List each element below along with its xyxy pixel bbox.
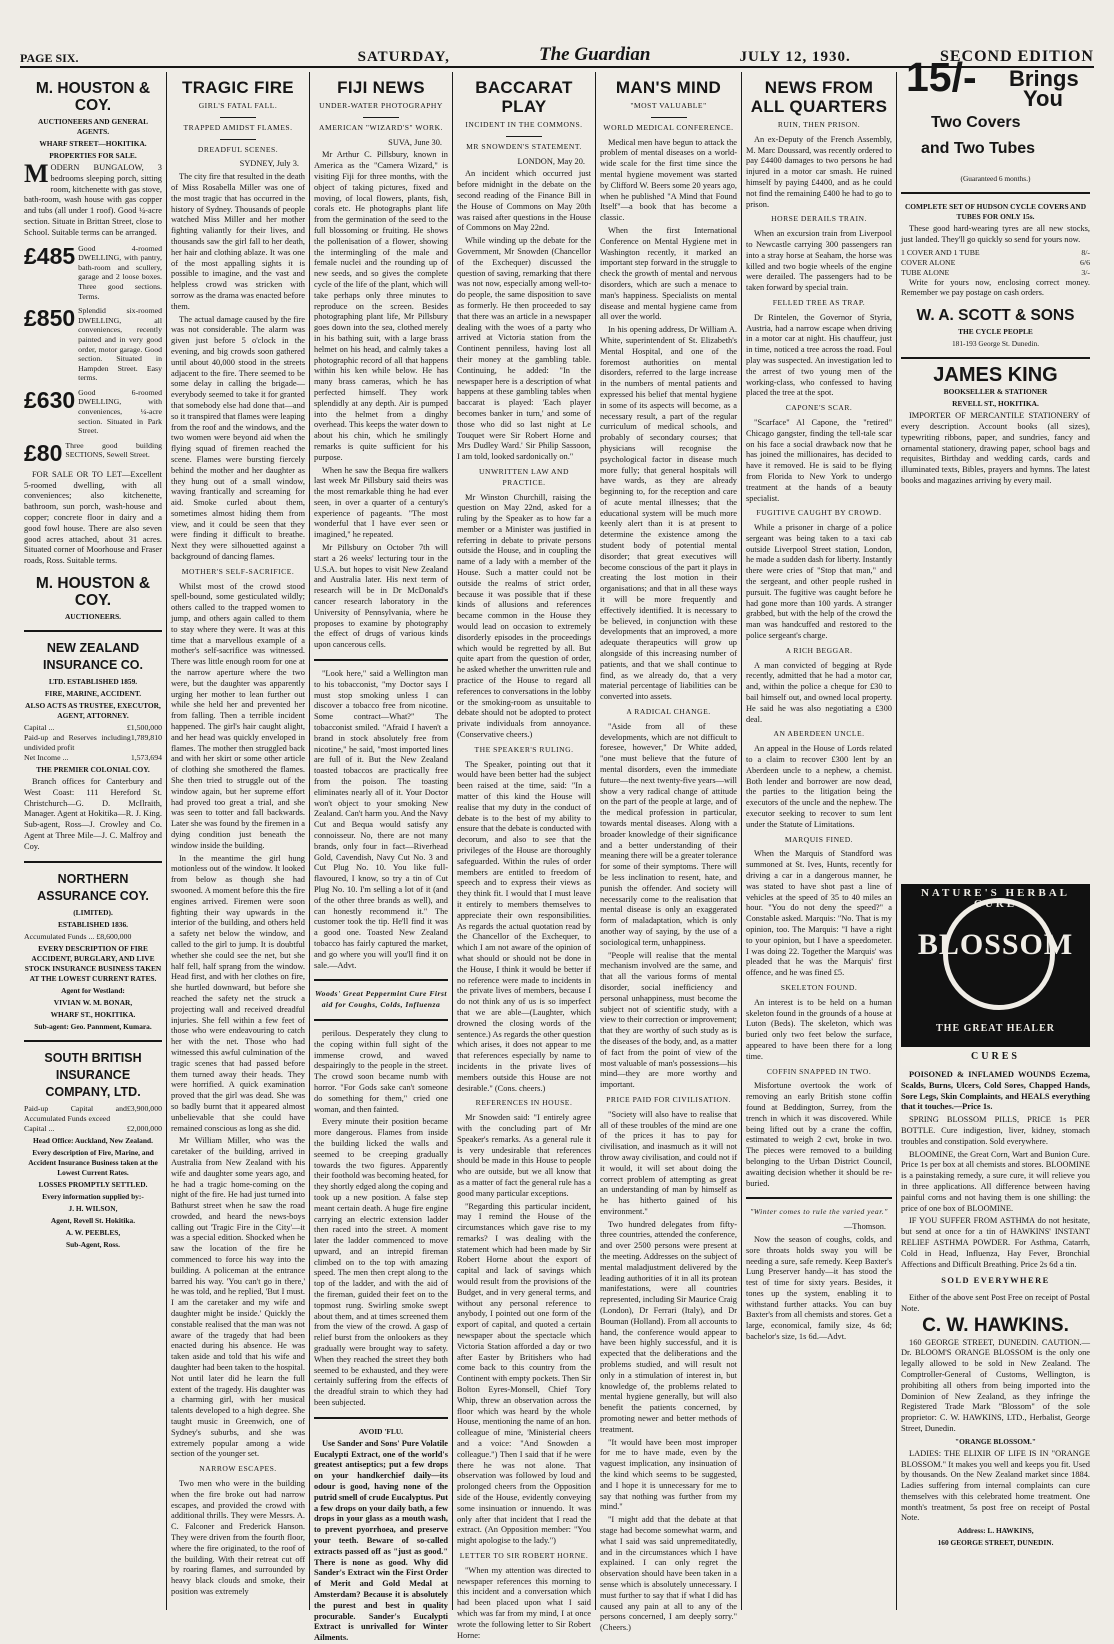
subhead: SKELETON FOUND. <box>780 982 858 992</box>
paragraph: An ex-Deputy of the French Assembly, M. Marc Doussard, was recently ordered to pay £4400 damages to two persons he had injured in a motor car smash. He ruined himself by paying £4400, and as he could not find the remaining £400 he had to go to prison. <box>746 134 892 209</box>
information-supplied: Every information supplied by:- <box>42 1191 144 1201</box>
column-fiji-news <box>309 72 452 1643</box>
paragraph: Mr Snowden said: "I entirely agree with the concluding part of Mr Speaker's remarks. As a general rule it is very undesirable that references should be made in this House to people who are outside, but we all know that as a matter of fact the general rule has a good many particular exceptions. <box>457 1113 591 1198</box>
bloomine-advert: BLOOMINE, the Great Corn, Wart and Bunion Cure. Price 1s per box at all chemists and stores. BLOOMINE is a painstaking remedy, a sure cure, it will relieve you in three applications. All difference between having painful corns and not having them is one shilling: the price of one box of BLOOMINE. <box>901 1149 1090 1213</box>
paragraph: When he saw the Bequa fire walkers last week Mr Pillsbury said theirs was the most remarkable thing he had ever seen, in over a quarter of a century's experience of pageants. "The most wonderful that I have ever seen or imagined," he repeated. <box>314 465 448 540</box>
for-sale-notice: FOR SALE OR TO LET—Excellent 5-roomed dwelling, with all conveniences; also kitchenette, bathroom, sun porch, wash-house and copper; concrete floor in dairy and a good fowl house. There are also seven good acres attached, about 31 acres. Situated corner of Moorhouse and Fraser roads, Ross. Suitable terms. <box>24 469 162 566</box>
capital-row: Paid-up and Reserves including undivided profit 1,789,810 <box>24 733 162 753</box>
capital-row: Net Income ... 1,573,694 <box>24 753 162 763</box>
paragraph: While winding up the debate for the Government, Mr Snowden (Chancellor of the Exchequer) discussed the question of saving, remarking that there was not now, especially among well-to-do people, the same disposition to save as formerly. He then proceeded to say that there was an article in a newspaper dealing with the woes of a party who arrived at Victoria station from the Continent penniless, having lost all their money at the gambling table. Continuing, he added: "In the newspaper here is a description of what happens at these gambling tables when baccarat is played: 'Each player becomes banker in turn,' and some of those who did so last night at Le Touquet were Sir Robert Horne and Mrs Dudley Ward.' Sir Philip Sassoon, I am told, looked sardonically on." <box>457 236 591 462</box>
scott-sub: THE CYCLE PEOPLE <box>958 327 1033 337</box>
seal-word: BLOSSOM <box>917 928 1074 961</box>
paragraph: The city fire that resulted in the death of Miss Rosabella Miller was one of the most tragic that has occurred in the history of Sydney. Thousands of people watched Miss Miller and her mother fighting valiantly for their lives, and thousands saw the girl fall to her death, her hair and clothing ablaze. It was one of the most appalling sights it is possible to imagine, and the vast and helpless crowd was stricken with sorrow as the drama was enacted before them. <box>171 172 305 311</box>
hudson-offer: COMPLETE SET OF HUDSON CYCLE COVERS AND TUBES FOR ONLY 15s. <box>904 202 1087 221</box>
paragraph: In his opening address, Dr William A. White, superintendent of St. Elizabeth's Mental Hospital, and one of the foremost authorities on mental disorders, referred to the large increase in the numbers of mental patients and expressed his belief that mental hygiene in some of its aspects will become, as a necessary result, a part of the regular curriculum of medical schools, and probably of secondary courses; that physicians will recognise the psychological factor in disease much more fully; that general hospitals will have wards, as they are already beginning to, for the reception and care of acute mental illnesses; that the educational system will be much more keenly alert than it is at present to determine the existence among the student body of potential mental disorder; that great executives will become conscious of the part it plays in creating the lost motion in their organisations; and that in all these ways it will be more frequently and effectively identified. It is necessary to be believed, in conjunction with these developments that an improved, a more adequate therapeutics will grow up alongside of this increasing number of patients, and that we shall continue to find, as we already do, that a very material percentage of liabilities can be converted into assets. <box>600 325 737 702</box>
paragraph: "Society will also have to realise that all of these troubles of the mind are one of the prices it has to pay for civilisation, and inasmuch as it will not throw away civilisation, and could not if it would, it will set about doing the correct problem of attempting as great an understanding of man by himself as he has hitherto gained of his environment." <box>600 1109 737 1216</box>
south-british-heading: SOUTH BRITISH INSURANCE COMPANY, LTD. <box>44 1050 142 1099</box>
northern-assurance-agent-label: Agent for Westland: <box>61 985 125 995</box>
paragraph: An interest is to be held on a human skeleton found in the grounds of a house at Luton (Beds). The skeleton, which was buried only two feet below the surface, appeared to have been there for a long time. <box>746 997 892 1061</box>
paragraph: While a prisoner in charge of a police sergeant was being taken to a taxi cab outside Liverpool Street station, London, he made a sudden dash for liberty. Instantly there were cries of "Stop that man," and the sergeant, and other people rushed in pursuit. The fugitive was caught before he had gone more than 100 yards. A stranger grabbed, but with the help of the crowd the man was handcuffed and restored to the police sergeant's charge. <box>746 523 892 641</box>
northern-assurance-desc: EVERY DESCRIPTION OF FIRE ACCIDENT, BURGLARY, AND LIVE STOCK INSURANCE BUSINESS TAKEN AT THE LOWEST CURRENT RATES. <box>24 943 162 983</box>
houston-heading: M. HOUSTON & COY. <box>35 80 151 114</box>
subhead: AN ABERDEEN UNCLE. <box>773 729 865 739</box>
subhead: FUGITIVE CAUGHT BY CROWD. <box>756 508 882 518</box>
orange-blossom-seal <box>901 884 1090 1066</box>
south-british-capital: Capital ... £2,000,000 <box>24 1123 162 1133</box>
edition-label: SECOND EDITION <box>939 48 1094 65</box>
seal-top-text: NATURE'S HERBAL CURE <box>920 887 1070 910</box>
subhead: NARROW ESCAPES. <box>199 1464 277 1474</box>
nz-insurance-heading: NEW ZEALAND INSURANCE CO. <box>42 641 143 673</box>
masthead-date: JULY 12, 1930. <box>739 49 851 65</box>
paragraph: "When my attention was directed to newspaper references this morning to this incident and a conversation which had been placed upon what I said which was far from my mind, I at once wrote the following letter to Sir Robert Horne: <box>457 1565 591 1640</box>
paragraph: Two hundred delegates from fifty-three countries, attended the conference, and over 2500 persons were present at the meeting. Addresses on the subject of mental maladjustment delivered by the leading authorities of it in all its protean manifestations, were all countries represented, including Sir Maurice Craig (London), Dr Ferrari (Italy), and Dr Bouman (Holland). From all accounts to hand, the conference would appear to have been highly successful, and it is expected that the deliberations and the problems studied, and will result not only in a stimulation of interest in, but knowledge of, the problems related to mental hygiene generally, but will also benefit the patients concerned, by promoting newer and better methods of treatment. <box>600 1219 737 1434</box>
properties-heading: PROPERTIES FOR SALE. <box>49 151 137 160</box>
listing-3: £80 Three good building SECTIONS, Sewell Street. <box>24 439 162 466</box>
listing-1: £850 Splendid six-roomed DWELLING, all conveniences, recently painted and in very good order, motor garage. Good section. Situated in Hampden Street. Easy terms. <box>24 305 162 383</box>
subhead: CAPONE'S SCAR. <box>785 403 853 413</box>
price-row: 1 COVER AND 1 TUBE 8/- <box>901 247 1090 257</box>
article-title-mans-mind: MAN'S MIND <box>615 78 722 97</box>
northern-assurance-heading: NORTHERN ASSURANCE COY. <box>37 871 149 903</box>
avoid-flu-heading: AVOID 'FLU. <box>358 1426 404 1436</box>
advert-two-tubes: and Two Tubes <box>921 140 1036 157</box>
paragraph: In the meantime the girl hung motionless out of the window. It looked from below as though she had swooned. A moment before this the fire engines arrived. Firemen were soon fighting their way upwards in the interior of the building, and others held a safety net below the window, and called to the girl to jump. It is doubtful whether she could see the net, but she half fell, half sprang from the window. Head first, and with her clothes on fire, she hurtled downward, but before she reached the safety net the struck a projecting wall and received dreadful injuries. She fell within a few feet of those who were endeavouring to catch her with the net. Those who had witnessed this awful culmination of the tragic scenes that had passed before them turned away their heads. They were horrified. A quick examination proved that the girl was dead. She was so badly burnt that it appeared almost unbelievable that she could have remained conscious as long as she did. <box>171 853 305 1133</box>
houston-address: WHARF STREET—HOKITIKA. <box>39 139 147 148</box>
subhead: THE SPEAKER'S RULING. <box>474 744 574 754</box>
subhead: AMERICAN "WIZARD'S" WORK. <box>319 122 443 132</box>
paragraph: Medical men have begun to attack the problem of mental diseases on a world-wide scale for the first time since the mental hygiene movement was started by Clifford W. Beers some 20 years ago, when he published "A Mind that Found Itself"—a book that has become a classic. <box>600 137 737 223</box>
paragraph: The actual damage caused by the fire was not considerable. The alarm was given just before 5 o'clock in the evening, and big crowds soon gathered until about 40,000 stood in the streets adjacent to the fire. There seemed to be some delay in calling the brigade—everybody seemed to take it for granted that somebody else had done that—and so it transpired that flames were leaping from the roof and the windows, and the two women were beyond aid when the flying squad of firemen reached the scene. Flames were bursting fiercely behind the mother and her daughter as they hung out of a small window, waving frantically and screaming for aid. Smoke curled about them, sometimes almost hiding them from view, and it could be seen that they were finding it difficult to breathe. Next they were silhouetted against a background of dancing flames. <box>171 314 305 562</box>
eucalypti-advert: Use Sander and Sons' Pure Volatile Eucalypti Extract, one of the world's greatest antiseptics; put a few drops on your handkerchief daily—its odour is good, having none of the putrid smell of crude Eucalyptus. Put a few drops on your daily bath, a few drops in your glass as a mouth wash, to prevent pyorrhoea, and preserve your teeth. Beware of so-called extracts passed off as "just as good." There is none as good. Why did Sander's Extract win the First Order of Merit and Gold Medal at Amsterdam? Because it is absolutely the purest and best in quality procurable. Sander's Eucalypti Extract is unrivalled for Winter Ailments. <box>314 1438 449 1643</box>
paragraph: "People will realise that the mental mechanism involved are the same, and that all the various forms of mental disorder, social inefficiency and personal unhappiness, must become the subject not of scientific study, with a view to their correction or improvement; that they are worthy of such study as is the diseases of the body, and, as a matter of fact from the point of view of the most valuable of man's possessions—his mind—they are more worthy and important. <box>600 950 737 1090</box>
subhead: UNDER-WATER PHOTOGRAPHY <box>319 101 443 110</box>
paragraph: A man convicted of begging at Ryde recently, admitted that he had a motor car, and, within the police a cheque for £30 to bail himself out, and owned local property. He said he was also negotiating a £300 deal. <box>746 660 892 724</box>
paragraph: "Scarface" Al Capone, the "retired" Chicago gangster, finding the tell-tale scar on his face a social drawback now that he has joined the millionaires, has decided to have it removed. He is said to be flying from Florida to New York to undergo treatment at the hands of a beauty specialist. <box>746 417 892 503</box>
northern-assurance-ltd: (LIMITED). <box>73 907 113 917</box>
baxters-advert: Now the season of coughs, colds, and sore throats holds sway you will be needing a sure, safe remedy. Keep Baxter's Lung Preserver handy—it has stood the test of time for sixty years. Besides, it tones up the system, enabling it to withstand further attacks. You can buy Baxter's from all chemists and stores. Get a large, economical, family size, 4s 6d; bachelor's size, 1s 6d.—Advt. <box>746 1234 892 1342</box>
subhead: REFERENCES IN HOUSE. <box>475 1098 573 1108</box>
hudson-offer-detail: These good hard-wearing tyres are all new stocks, just landed. They'll go quickly so send for yours now. <box>901 224 1090 244</box>
article-title-news: NEWS FROM ALL QUARTERS <box>750 78 888 116</box>
paragraph: "Regarding this particular incident, may I remind the House of the circumstances which gave rise to my remarks? I was dealing with the statement which had been made by Sir Robert Horne about the export of capital and lack of savings which would result from the provisions of the Budget, and in very general terms, and without any personal reference to anybody, I pointed out one form of the export of capital, and quoted a certain newspaper about the spectacle which Victoria Station afforded a day or two after Easter by Britishers who had come back to this country from the Continent with empty pockets. Then Sir Bolton Eyres-Monsell, Chief Tory Whip, threw an observation across the floor which was heard by the whole House, mentioning the name of an hon. colleague of mine, 'Ministerial cheers and a voice: "And Snowden a colleague.") Then I said that if he were there he was not alone. That observation was followed by loud and prolonged cheers from the Opposition side of the House, evidently conveying some insinuation or innuendo. It was only after that incident that I read the extract. (An Opposition member: "You might apologise to the lady.") <box>457 1201 591 1546</box>
subhead: GIRL'S FATAL FALL. <box>198 101 278 110</box>
paragraph: An incident which occurred just before midnight in the debate on the second reading of the Finance Bill in the House of Commons on May 20th was raised after questions in the House of Commons on May 22nd. <box>457 169 591 233</box>
column-news-from-all-quarters <box>741 72 896 1610</box>
nz-insurance-lines: FIRE, MARINE, ACCIDENT. <box>44 689 142 699</box>
paragraph: Two men who were in the building when the fire broke out had narrow escapes, and provided the crowd with additional thrills. They were Messrs. A. C. Falconer and Frederick Hanson. They were driven from the fourth floor, where the fire originated, to the roof of the building. With their retreat cut off by roaring flames, and surrounded by heavy black clouds and smoke, their position was extremely <box>171 1479 305 1596</box>
price-row: COVER ALONE 6/6 <box>901 257 1090 267</box>
subhead: FELLED TREE AS TRAP. <box>772 297 866 307</box>
write-note: Write for yours now, enclosing correct money. Remember we pay postage on cash orders. <box>901 277 1090 298</box>
winter-quote: "Winter comes to rule the varied year." <box>750 1207 888 1217</box>
listing-0: £485 Good 4-roomed DWELLING, with pantry, bath-room and scullery, garage and 2 loose boxes. Three good sections. Terms. <box>24 242 162 301</box>
dateline: SYDNEY, July 3. <box>239 159 299 169</box>
article-title-fiji-news: FIJI NEWS <box>337 78 425 97</box>
subhead: TRAPPED AMIDST FLAMES. <box>183 122 293 132</box>
paragraph: Mr Pillsbury on October 7th will start a 26 weeks' lecturing tour in the U.S.A. but hopes to visit New Zealand and Australia later. His next term of research will be in Dr McDonald's cancer research laboratory in the University of Pennsylvania, where he proposes to examine by photography the effect of drugs of various kinds upon cancerous cells. <box>314 543 448 650</box>
subhead: WORLD MEDICAL CONFERENCE. <box>603 122 734 132</box>
capital-row: Capital ... £1,500,000 <box>24 723 162 733</box>
tobacco-advert: "Look here," said a Wellington man to his tobacconist, "my Doctor says I must stop smoking unless I can discover a tobacco free from nicotine. Some contract—What?" The tobacconist smiled. "Afraid I haven't a brand in stock absolutely free from nicotine," he said, "most imported lines are full of it. But the New Zealand toasted tobaccos are practically free from the poison. The toasting eliminates nearly all of it. Your Doctor won't object to your smoking New Zealand. Can't harm you. And the Navy Cut and Bequa would satisfy any connoisseur. No, there are not many brands, only four in fact—Riverhead Gold, Cavendish, Navy Cut No. 3 and Cut Plug No. 10. You like full-flavoured, I know, so try a tin of Cut Plug No. 10. I'm selling a lot of it (and of the other three brands as well), and can honestly recommend it." The customer took the tip. He'll find it was a good one. Toasted New Zealand tobacco has fairly captured the market, and go where you will you'll find it on sale.—Advt. <box>314 669 448 970</box>
subhead: "MOST VALUABLE" <box>630 101 707 110</box>
listing-2: £630 Good 6-roomed DWELLING, with conveniences, ¼-acre section. Situated in Park Street. <box>24 386 162 436</box>
northern-assurance-est: ESTABLISHED 1836. <box>57 919 129 929</box>
spring-blossom-pills: SPRING BLOSSOM PILLS, PRICE 1s PER BOTTLE. Cure indigestion, liver, kidney, stomach troubles and constipation. Sold everywhere. <box>901 1115 1090 1146</box>
dateline: LONDON, May 20. <box>517 156 585 166</box>
poisoned-wounds: POISONED & INFLAMED WOUNDS Eczema, Scalds, Burns, Ulcers, Cold Sores, Chapped Hands, Sore Legs, Skin Complaints, and HEALS everything that it touches.—Price 1s. <box>901 1070 1090 1112</box>
accumulated-funds: Accumulated Funds ... £8,600,000 <box>24 931 132 941</box>
paragraph: The Speaker, pointing out that it would have been better had the subject been raised at the time, said: "In a matter of this kind the House will realise that my duty in the conduct of debate is to the best of my ability to ensure that the debate is conducted with decorum, and also to see that the privileges of the House are thoroughly safeguarded. Within the rules of order members are entitled to freedom of speech and to express their views as they think fit. I would that I must leave it entirely to members themselves to appreciate their own responsibilities. As regards the actual quotation read by the Chancellor of the Exchequer, to which I am not aware of the opinion of what should or should not be done in the House, I think it would be better if no reference were made to incidents in the private lives of members, because I do not think any of us is so imperfect that we are able—(Laughter, which drowned the closing words of the sentence.) As regards the other question which arises, it does not appear to me that references especially by name to incidents in the private lives of members outside this House are not desirable." (Cons. cheers.) <box>457 759 591 1093</box>
subhead: LETTER TO SIR ROBERT HORNE. <box>459 1551 589 1560</box>
article-title-baccarat: BACCARAT PLAY <box>475 78 573 116</box>
northern-assurance-subagent: Sub-agent: Geo. Pannment, Kumara. <box>34 1021 152 1031</box>
post-free-note: Either of the above sent Post Free on receipt of Postal Note. <box>901 1293 1090 1313</box>
page-number: PAGE SIX. <box>20 51 79 65</box>
subhead: MR SNOWDEN'S STATEMENT. <box>466 141 582 151</box>
northern-assurance-agent: VIVIAN W. M. BONAR, <box>53 997 133 1007</box>
paragraph: An appeal in the House of Lords related to a claim to recover £300 lent by an Aberdeen uncle to a nephew, a chemist. Both lender and borrower are now dead, the parties to the litigation being the executors of the uncle and the nephew. The executor seeking to recover to sum lent under the Statute of Limitations. <box>746 744 892 829</box>
houston-role-2: AUCTIONEERS. <box>64 612 122 622</box>
agent-wilson-address: Agent, Revell St. Hokitika. <box>50 1215 136 1225</box>
scott-address: 181-193 George St. Dunedin. <box>951 339 1040 349</box>
advert-price: 15/- <box>906 54 977 100</box>
dateline: SUVA, June 30. <box>388 137 442 147</box>
paragraph: Dr Rintelen, the Governor of Styria, Austria, had a narrow escape when driving in a motor car at night. His chauffeur, just in time, noticed a tree across the road. Foul play was suspected. An investigation led to the arrest of two young men of the working-class, who confessed to having placed the tree at the spot. <box>746 312 892 398</box>
paragraph: "Aside from all of these developments, which are not difficult to foresee, however," Dr White added, "one must believe that the future of mental disorders, even the immediate future—the next twenty-five years—will show a very radical change of attitude on the part of the people at large, and of the medical profession in particular, towards mental diseases. Along with a broader knowledge of their significance and a better understanding of their meaning there will be a greater tolerance for some of their symptoms. There will be less inclination to resent, hate, and punish the offender. And society will necessarily come to the realisation that mental disease is only an exaggerated form of maladaptation, which is only another way of saying, by the use of a sociological term, unhappiness. <box>600 721 737 947</box>
losses-settled: LOSSES PROMPTLY SETTLED. <box>38 1179 148 1189</box>
seal-bottom-text: THE GREAT HEALER <box>936 1023 1055 1034</box>
subhead: A RADICAL CHANGE. <box>626 707 711 717</box>
houston-heading-2: M. HOUSTON & COY. <box>35 575 151 610</box>
subhead: MOTHER'S SELF-SACRIFICE. <box>181 566 295 576</box>
south-british-office: Head Office: Auckland, New Zealand. <box>33 1135 153 1145</box>
cures-label: CURES <box>901 1047 1090 1066</box>
king-heading: JAMES KING <box>933 364 1058 387</box>
price-row: TUBE ALONE 3/- <box>901 267 1090 277</box>
paragraph: When an excursion train from Liverpool to Newcastle carrying 300 passengers ran into a stray horse at Seaham, the horse was killed and two bogie wheels of the engine were derailed. The passengers had to be taken forward by special train. <box>746 229 892 293</box>
paragraph: perilous. Desperately they clung to the coping within full sight of the immense crowd, and waved despairingly to the people in the street. The crowd soon became numb with horror. "For Gods sake can't someone do something for them," cried one woman, and then fainted. <box>314 1028 448 1114</box>
south-british-desc: Every description of Fire, Marine, and Accident Insurance Business taken at the Lowest Current Rates. <box>28 1147 158 1177</box>
subhead: PRICE PAID FOR CIVILISATION. <box>606 1094 731 1104</box>
advert-you: You <box>1023 86 1063 111</box>
paragraph: Mr William Miller, who was the caretaker of the building, arrived in Australia from New Zealand with his wife and daughter some years ago, and he had a tragic home-coming on the night of the fire. He had just turned into Bathurst street when he saw the road crowded, and heard the news-boys calling out 'Tragic Fire in the City'—it was a special edition. Shocked when he saw the location of the fire he commenced to force his way into the building. A policeman at the entrance barred his way. 'You can't go in there,' he was told, and he replied, 'But I must. I am the caretaker and my wife and daughter might be inside.' Quickly the constable realised that the man was not aware of the tragedy that had been enacted during his absence. He was taken aside and told that his wife and daughter had been taken to the hospital. Not until later did he learn the full extent of the tragedy. His daughter was a charming girl, with her musical talents developed to a high degree. She taught music in Greenwich, one of Sydney's suburbs, and she was extremely popular among a wide section of the younger set. <box>171 1136 305 1459</box>
paragraph: Whilst most of the crowd stood spell-bound, some gesticulated wildly; others called to the trapped women to jump, and others again called to them to stay where they were. It was at this time that a marvellous example of a mother's self-sacrifice was witnessed. There was little enough room for one at the narrow aperture where the two were, but the daughter was apparently urging her mother to lean further out while she held her and prevented her from falling. Then a terrible incident happened. The girl's hair caught alight, and her head was quickly enveloped in flames. The mother then struggled back and with her skirt or some other article of clothing she smothered the flames. She then tried to struggle out of the window again, but her supreme effort had proved too great a trial, and she was seen to totter and fall backwards. Later she was found by the firemen in a dying condition just beneath the window inside the building. <box>171 581 305 850</box>
king-sub: BOOKSELLER & STATIONER <box>943 387 1048 397</box>
column-advertisements-left <box>20 72 166 1610</box>
northern-assurance-agent-address: WHARF ST., HOKITIKA. <box>50 1009 136 1019</box>
king-address: REVELL ST., HOKITIKA. <box>952 399 1039 409</box>
column-mans-mind <box>595 72 741 1633</box>
paragraph: Every minute their position became more dangerous. Flames from inside the building licked the walls and seemed to be creeping gradually towards the two figures. Apparently their foothold was becoming heated, for they shortly edged along the coping and took up a new position. A false step meant certain death. A huge fire engine carrying an electric extension ladder then raced into the street. A moment later the ladder commenced to move upward, and an intrepid fireman climbed on to the top with amazing speed. The men then crept along to the top of the ladder, and with the aid of the fireman, guided their feet on to the topmost rung. Swirling smoke swept about them, and at times screened them from the view of the crowd. A gasp of relief burst from the onlookers as they gradually were brought way to safety. When they reached the street they both seemed to be exhausted, and they were certainly suffering from the effects of the dreadful strain to which they had been subjected. <box>314 1117 448 1408</box>
subhead: UNWRITTEN LAW AND PRACTICE. <box>478 466 569 487</box>
sold-everywhere: SOLD EVERYWHERE <box>941 1276 1050 1286</box>
paragraph: Misfortune overtook the work of removing an early British stone coffin found at Beddington, Surrey, from the trench in which it was discovered. While being lifted out by a crane the coffin, estimated to weigh 2 cwt, broke in two. The pieces were removed to a building belonging to the Urban District Council, awaiting decision whether it should be re-buried. <box>746 1081 892 1188</box>
paragraph: "I might add that the debate at that stage had become somewhat warm, and what I said was said unpremeditatedly, and in the circumstances which I have explained. I can only regret the observation should have been taken in a sense which is absolutely unnecessary. I must further to say that if what I did has caused any pain at all to any of the persons concerned, I am deeply sorry." (Cheers.) <box>600 1515 737 1633</box>
subhead: COFFIN SNAPPED IN TWO. <box>766 1066 872 1076</box>
newspaper-name: The Guardian <box>539 44 651 65</box>
woods-advert: Woods' Great Peppermint Cure First aid for Coughs, Colds, Influenza <box>314 989 448 1010</box>
paragraph: "It would have been most improper for me to have made, even by the vaguest implication, any insinuation of the kind which seems to be suggested, and I hope it is unnecessary for me to say that nothing was further from my mind." <box>600 1437 737 1512</box>
bungalow-listing: MODERN BUNGALOW, 3 bedrooms sleeping porch, sitting room, kitchenette with gas stove, bath-room, wash house with gas copper and tubs (all under 1 roof). Good ¼-acre section. Situate in Brittan Street, close to School. Suitable terms can be arranged. <box>24 159 162 237</box>
subhead: A RICH BEGGAR. <box>785 645 853 655</box>
winter-quote-author: —Thomson. <box>843 1222 886 1232</box>
subhead: HORSE DERAILS TRAIN. <box>771 214 867 224</box>
hawkins-address: Address: L. HAWKINS, <box>957 1526 1034 1536</box>
agent-wilson: J. H. WILSON, <box>68 1203 118 1213</box>
subhead: INCIDENT IN THE COMMONS. <box>465 120 583 129</box>
paragraph: When the Marquis of Standford was summoned at St. Ives, Hunts, recently for driving a car in a dangerous manner, he was stated to have shot past a line of vehicles at the speed of 35 to 40 miles an hour. "You do not deny the speed?" a Constable asked. Marquis: "No. That is my opinion, too. The Marquis: "I have a right to your opinion, but I have a speedometer. I was doing 22. Together the Marquis' was pleaded that he was the Marquis' first offence, and he was fined £5. <box>746 849 892 978</box>
south-british-funds: Paid-up Capital and Accumulated Funds exceed £3,900,000 <box>24 1103 162 1123</box>
orange-blossom-heading: "ORANGE BLOSSOM." <box>955 1436 1036 1446</box>
agent-peebles: A. W. PEEBLES, <box>65 1227 121 1237</box>
branch-offices: Branch offices for Canterbury and West Coast: 111 Hereford St. Christchurch—G. D. McIlraith, Manager. Agent at Hokitika—R. J. King. Sub-agent, Ross—J. Crowley and Co. Agent at Three Mile—J. C. Malfroy and Coy. <box>24 777 162 851</box>
guarantee-note: (Guaranteed 6 months.) <box>960 174 1031 183</box>
hawkins-heading: C. W. HAWKINS. <box>922 1314 1069 1336</box>
advert-two-covers: Two Covers <box>931 114 1021 131</box>
agent-peebles-address: Sub-Agent, Ross. <box>65 1239 120 1249</box>
paragraph: Mr Winston Churchill, raising the question on May 22nd, asked for a ruling by the Speaker as to how far a member or a Minister was justified in referring in debate to private persons outside the House, and in coupling the name of a lady with a member of the House. Such a matter could not be outside the realms of strict order, because it was possible that if these kinds of allusions and references became common in the House they would lead on occasion to extremely disorderly episodes in the proceedings which would be regretted by all. But quite apart from the question of order, he asked whether the unwritten rule and practice of the House to regard all references to conversations in the lobby or the smoking-room as unsuitable to debate should not be adopted to protect private individuals from annoyance. (Conservative cheers.) <box>457 492 591 740</box>
hawkins-caution: 160 GEORGE STREET, DUNEDIN. CAUTION.—Dr. BLOOM'S ORANGE BLOSSOM is the only one legally allowed to be sold in New Zealand. The Comptroller-General of Customs, Wellington, is prohibiting all others from being imported into the Dominion of New Zealand, as they infringe the Registered Trade Mark "Blossom" of the sole proprietor: C. W. HAWKINS, LTD., Herbalist, George Street, Dunedin. <box>901 1337 1090 1433</box>
subhead: MARQUIS FINED. <box>784 834 854 844</box>
subhead: RUIN, THEN PRISON. <box>777 120 861 129</box>
ladies-advert: LADIES: THE ELIXIR OF LIFE IS IN "ORANGE BLOSSOM." It makes you well and keeps you fit. Used by thousands. On the New Zealand market since 1884. Ladies suffering from internal complaints can cure themselves with this celebrated home treatment. One month's treatment, 5s post free on receipt of Postal Note. <box>901 1448 1090 1523</box>
king-text: IMPORTER OF MERCANTILE STATIONERY of every description. Account books (all sizes), typewriting ribbons, paper, and sundries, fancy and ornamental stationery, drawing paper, school bags and requisites, Birthday and wedding cards, cards and illuminated texts, Bibles, prayers and hymns. The latest books and magazines arriving by every mail. <box>901 411 1090 485</box>
column-baccarat-play <box>452 72 595 1640</box>
nz-insurance-est: LTD. ESTABLISHED 1859. <box>48 677 138 687</box>
column-tragic-fire <box>166 72 309 1610</box>
houston-role: AUCTIONEERS AND GENERAL AGENTS. <box>37 117 149 136</box>
asthma-advert: IF YOU SUFFER FROM ASTHMA do not hesitate, but send at once for a tin of HAWKINS' INSTANT RELIEF ASTHMA POWDER. For Asthma, Catarrh, Cold in Head, Influenza, Hay Fever, Bronchial Affections and Difficult Breathing. Price 2s 6d a tin. <box>901 1216 1090 1269</box>
premier-colonial: THE PREMIER COLONIAL COY. <box>36 765 150 775</box>
article-title-tragic-fire: TRAGIC FIRE <box>182 78 294 97</box>
paragraph: When the first International Conference on Mental Hygiene met in Washington recently, it marked an important step forward in the struggle to check the growth of mental and nervous disorders, which are such a menace to man's happiness. Specialists on mental disease and mental hygiene came from all over the world. <box>600 225 737 322</box>
masthead-day: SATURDAY, <box>357 49 450 65</box>
advert-brings: Brings <box>1009 66 1079 91</box>
subhead: DREADFUL SCENES. <box>197 144 279 154</box>
scott-heading: W. A. SCOTT & SONS <box>916 307 1075 325</box>
nz-insurance-acts: ALSO ACTS AS TRUSTEE, EXECUTOR, AGENT, ATTORNEY. <box>25 701 161 721</box>
paragraph: Mr Arthur C. Pillsbury, known in America as the "Camera Wizard," is visiting Fiji for three months, with the object of taking pictures, fixed and moving, of local flowers, plants, fish, corals etc. He photographs plant life from the germination of the seed to the full blossoming or fruiting. He shows the pollenisation of a flower, showing the intermingling of the male and female nuclei and the rounding up of new seeds, and so gives the complete cycle of the life of the plant, which will take perhaps only three minutes to reproduce on the screen. Besides photographing plant life, Mr Pillsbury goes down into the sea, clothed merely in his bathing suit, with a large brass helmet on his head, and calmly takes a photographic record of all that happens within his ken while below. He has many brass cameras, which he has perfected himself. They work splendidly at any depth. Air is pumped into the helmet from a dinghy overhead. This keeps the water down to about his chin, which he smilingly remarks is quite sufficient for his purpose. <box>314 150 448 462</box>
hawkins-address-street: 160 GEORGE STREET, DUNEDIN. <box>937 1538 1054 1548</box>
